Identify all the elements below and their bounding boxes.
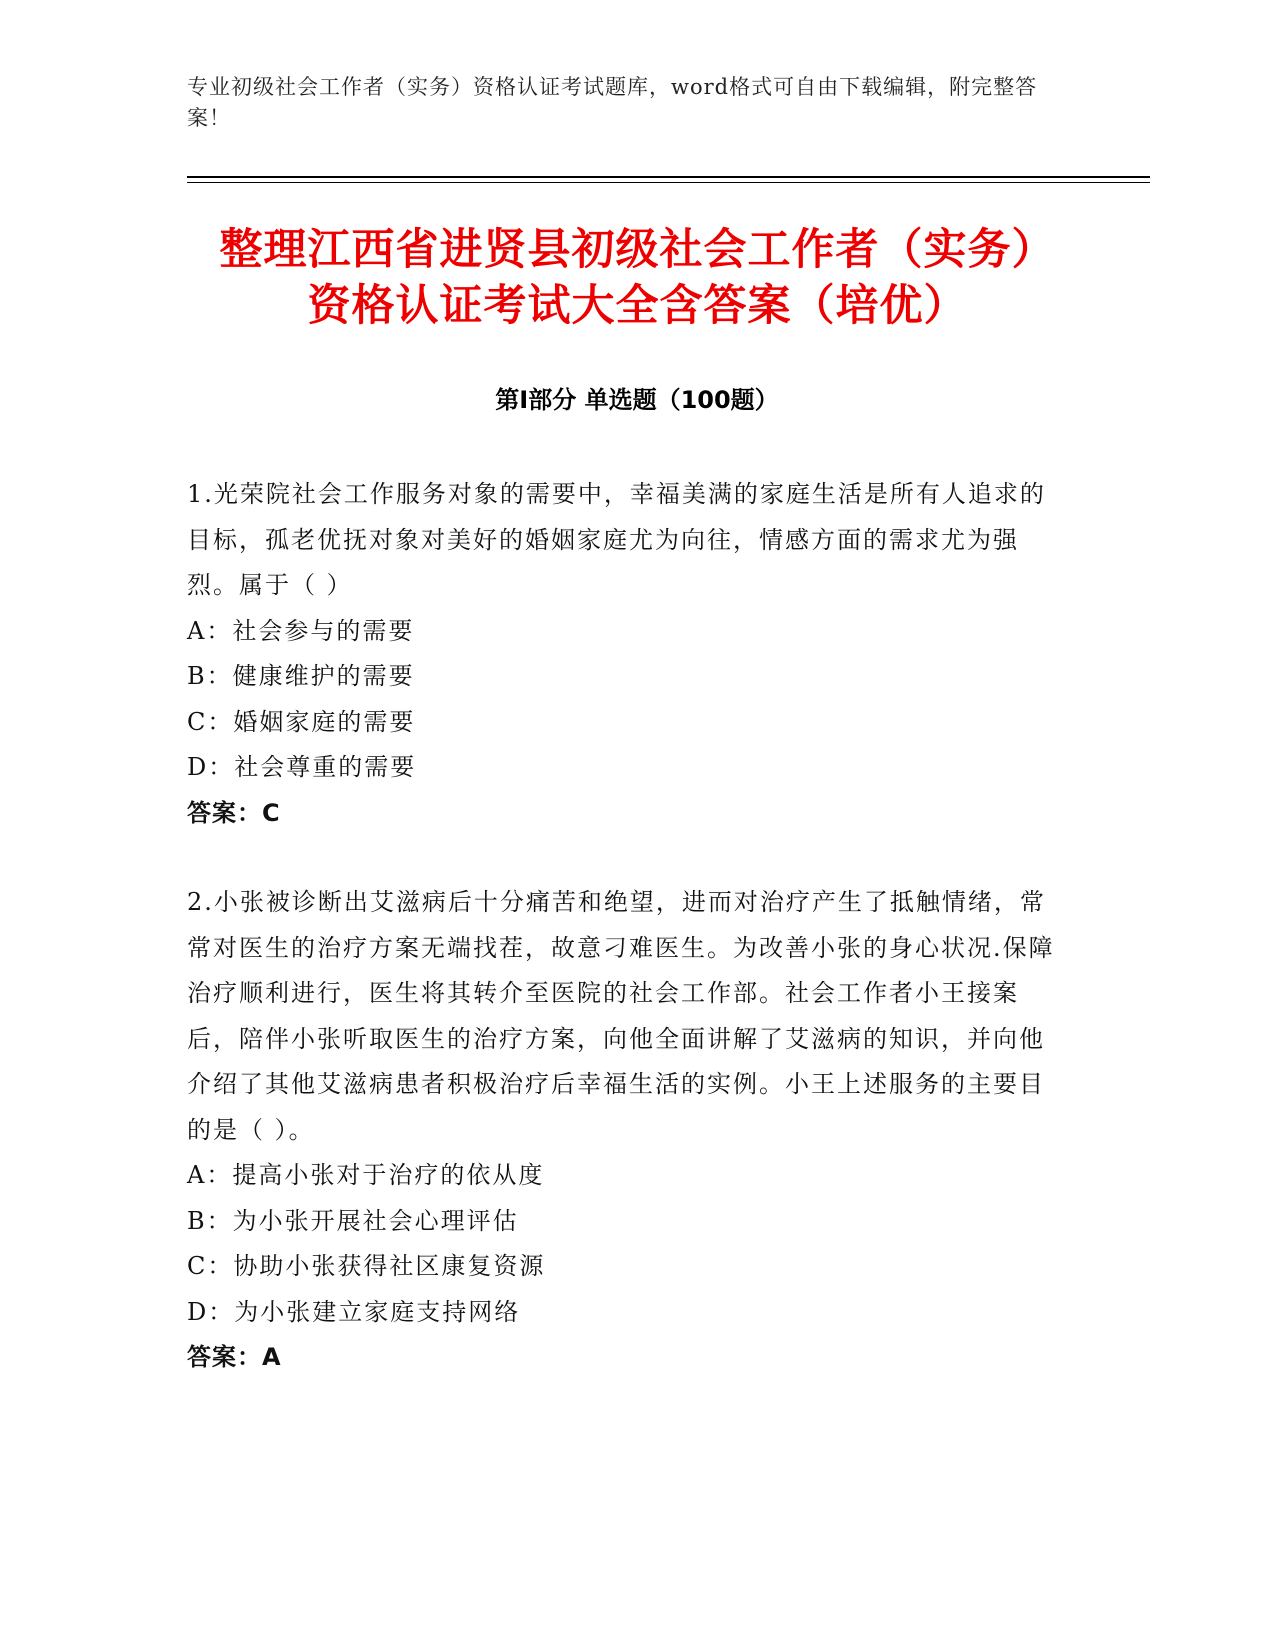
question-2-option-d: D：为小张建立家庭支持网络 (187, 1297, 521, 1326)
section-heading: 第Ⅰ部分 单选题（100题） (495, 386, 779, 414)
document-title-line-2: 资格认证考试大全含答案（培优） (307, 281, 968, 331)
question-2-answer: 答案：A (187, 1343, 282, 1371)
document-title-line-1: 整理江西省进贤县初级社会工作者（实务） (219, 225, 1056, 275)
header-note: 专业初级社会工作者（实务）资格认证考试题库，word格式可自由下载编辑，附完整答案！ (187, 75, 1038, 130)
question-1-option-d: D：社会尊重的需要 (187, 753, 417, 781)
question-2-stem: 2.小张被诊断出艾滋病后十分痛苦和绝望，进而对治疗产生了抵触情绪，常常对医生的治疗方案无端找茬，故意刁难医生。为改善小张的身心状况.保障治疗顺利进行，医生将其转介至医院的社会工作部。社会工作者小王接案后，陪伴小张听取医生的治疗方案，向他全面讲解了艾滋病的知识，并向他介绍了其他艾滋病患者积极治疗后幸福生活的实例。小王上述服务的主要目的是（ ）。 (187, 888, 1055, 1144)
question-2-option-c: C：协助小张获得社区康复资源 (187, 1252, 546, 1280)
header-rule-thick (187, 176, 1150, 178)
question-1 (187, 472, 1067, 836)
question-1-stem: 1.光荣院社会工作服务对象的需要中，幸福美满的家庭生活是所有人追求的目标，孤老优抚对象对美好的婚姻家庭尤为向往，情感方面的需求尤为强烈。属于（ ） (187, 480, 1046, 599)
header-rule-thin (187, 182, 1150, 183)
document-title (150, 222, 1125, 334)
question-2-option-b: B：为小张开展社会心理评估 (187, 1206, 519, 1235)
question-1-answer: 答案：C (187, 798, 281, 827)
question-1-option-a: A：社会参与的需要 (187, 616, 415, 645)
question-2 (187, 880, 1067, 1380)
question-1-option-c: C：婚姻家庭的需要 (187, 707, 416, 736)
question-1-option-b: B：健康维护的需要 (187, 662, 415, 690)
question-2-option-a: A：提高小张对于治疗的依从度 (187, 1161, 545, 1189)
